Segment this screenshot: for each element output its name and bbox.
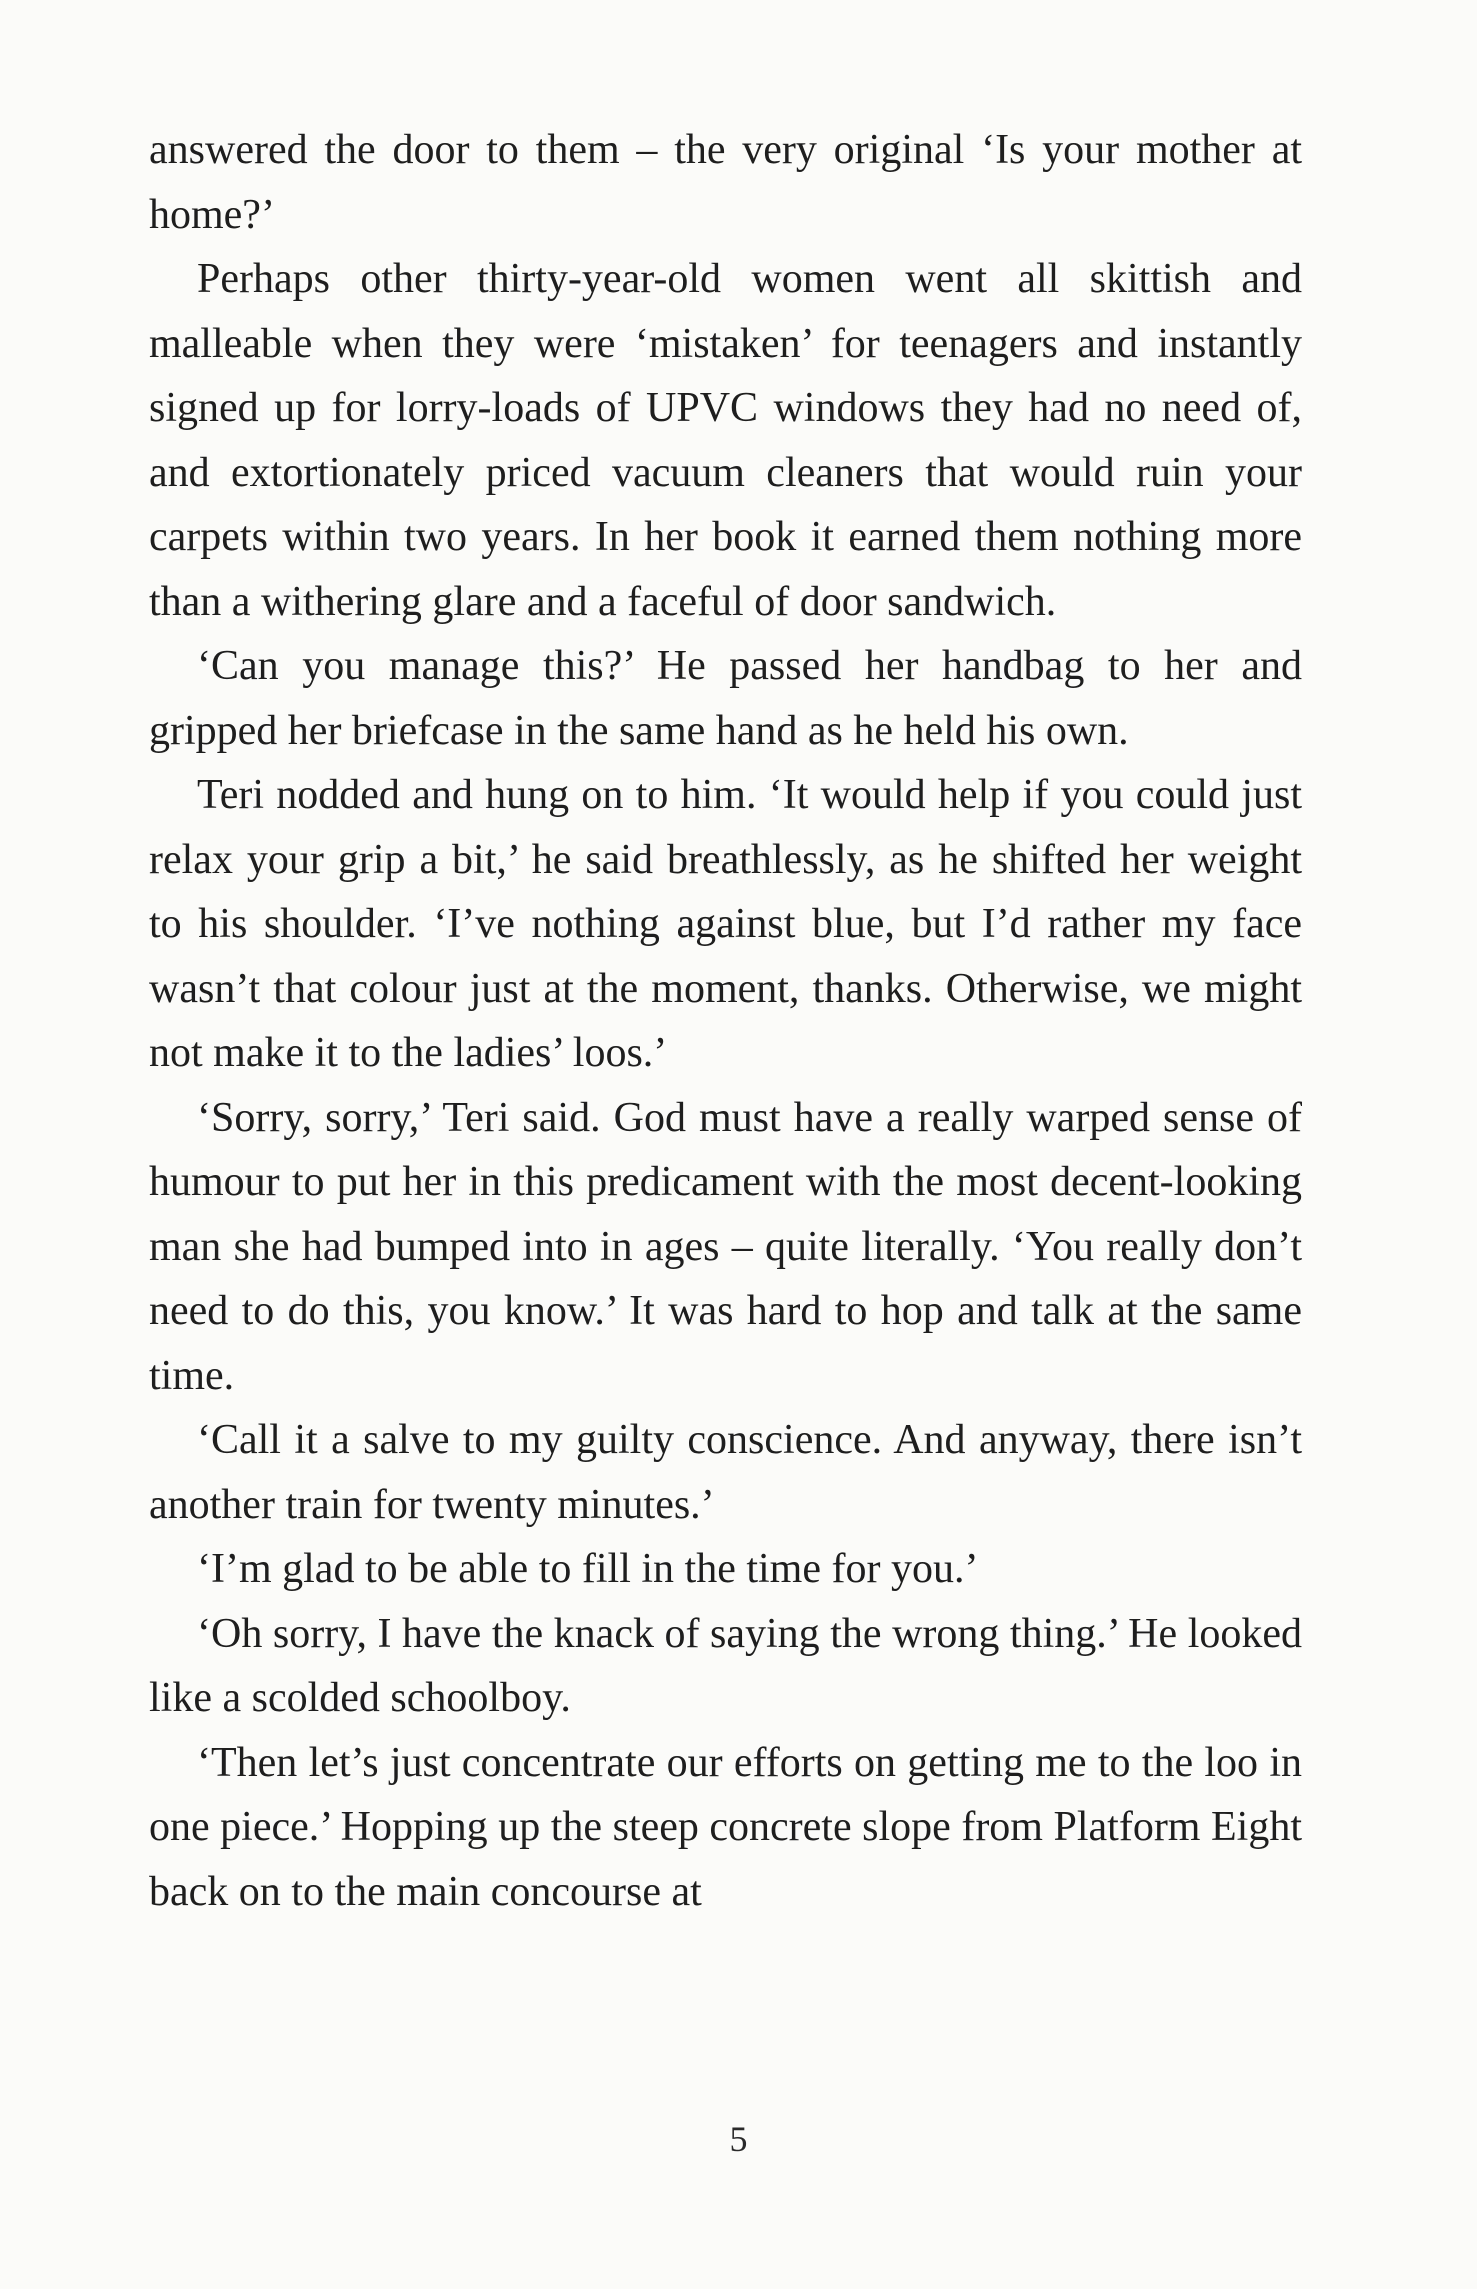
paragraph-1: answered the door to them – the very original ‘Is your mother at home?’ xyxy=(149,127,1302,238)
paragraph-4: Teri nodded and hung on to him. ‘It would help if you could just relax your grip a bit,’ he said breathlessly, as he shifted her weight to his shoulder. ‘I’ve nothing against blue, but I’d rather my face wasn’t that colour just at the moment, thanks. Otherwise, we might not make it to the ladies’ loos.’ xyxy=(149,772,1302,1076)
paragraph-9: ‘Then let’s just concentrate our efforts on getting me to the loo in one piece.’ Hopping up the steep concrete slope from Platform Eight back on to the main concourse at xyxy=(149,1739,1302,1915)
paragraph-5: ‘Sorry, sorry,’ Teri said. God must have a really warped sense of humour to put her in this predicament with the most decent-looking man she had bumped into in ages – quite literally. ‘You really don’t need to do this, you know.’ It was hard to hop and talk at the same time. xyxy=(149,1094,1302,1399)
paragraph-6: ‘Call it a salve to my guilty conscience. And anyway, there isn’t another train for twenty minutes.’ xyxy=(149,1417,1302,1528)
body-text xyxy=(149,118,1302,1924)
page-number: 5 xyxy=(729,2119,748,2159)
paragraph-2: Perhaps other thirty-year-old women went all skittish and malleable when they were ‘mistaken’ for teenagers and instantly signed up for lorry-loads of UPVC windows they had no need of, and extortionately priced vacuum cleaners that would ruin your carpets within two years. In her book it earned them nothing more than a withering glare and a faceful of door sandwich. xyxy=(149,256,1302,625)
paragraph-3: ‘Can you manage this?’ He passed her handbag to her and gripped her briefcase in the same hand as he held his own. xyxy=(149,643,1302,754)
paragraph-7: ‘I’m glad to be able to fill in the time for you.’ xyxy=(197,1546,979,1592)
paragraph-8: ‘Oh sorry, I have the knack of saying the wrong thing.’ He looked like a scolded schoolboy. xyxy=(149,1610,1302,1721)
